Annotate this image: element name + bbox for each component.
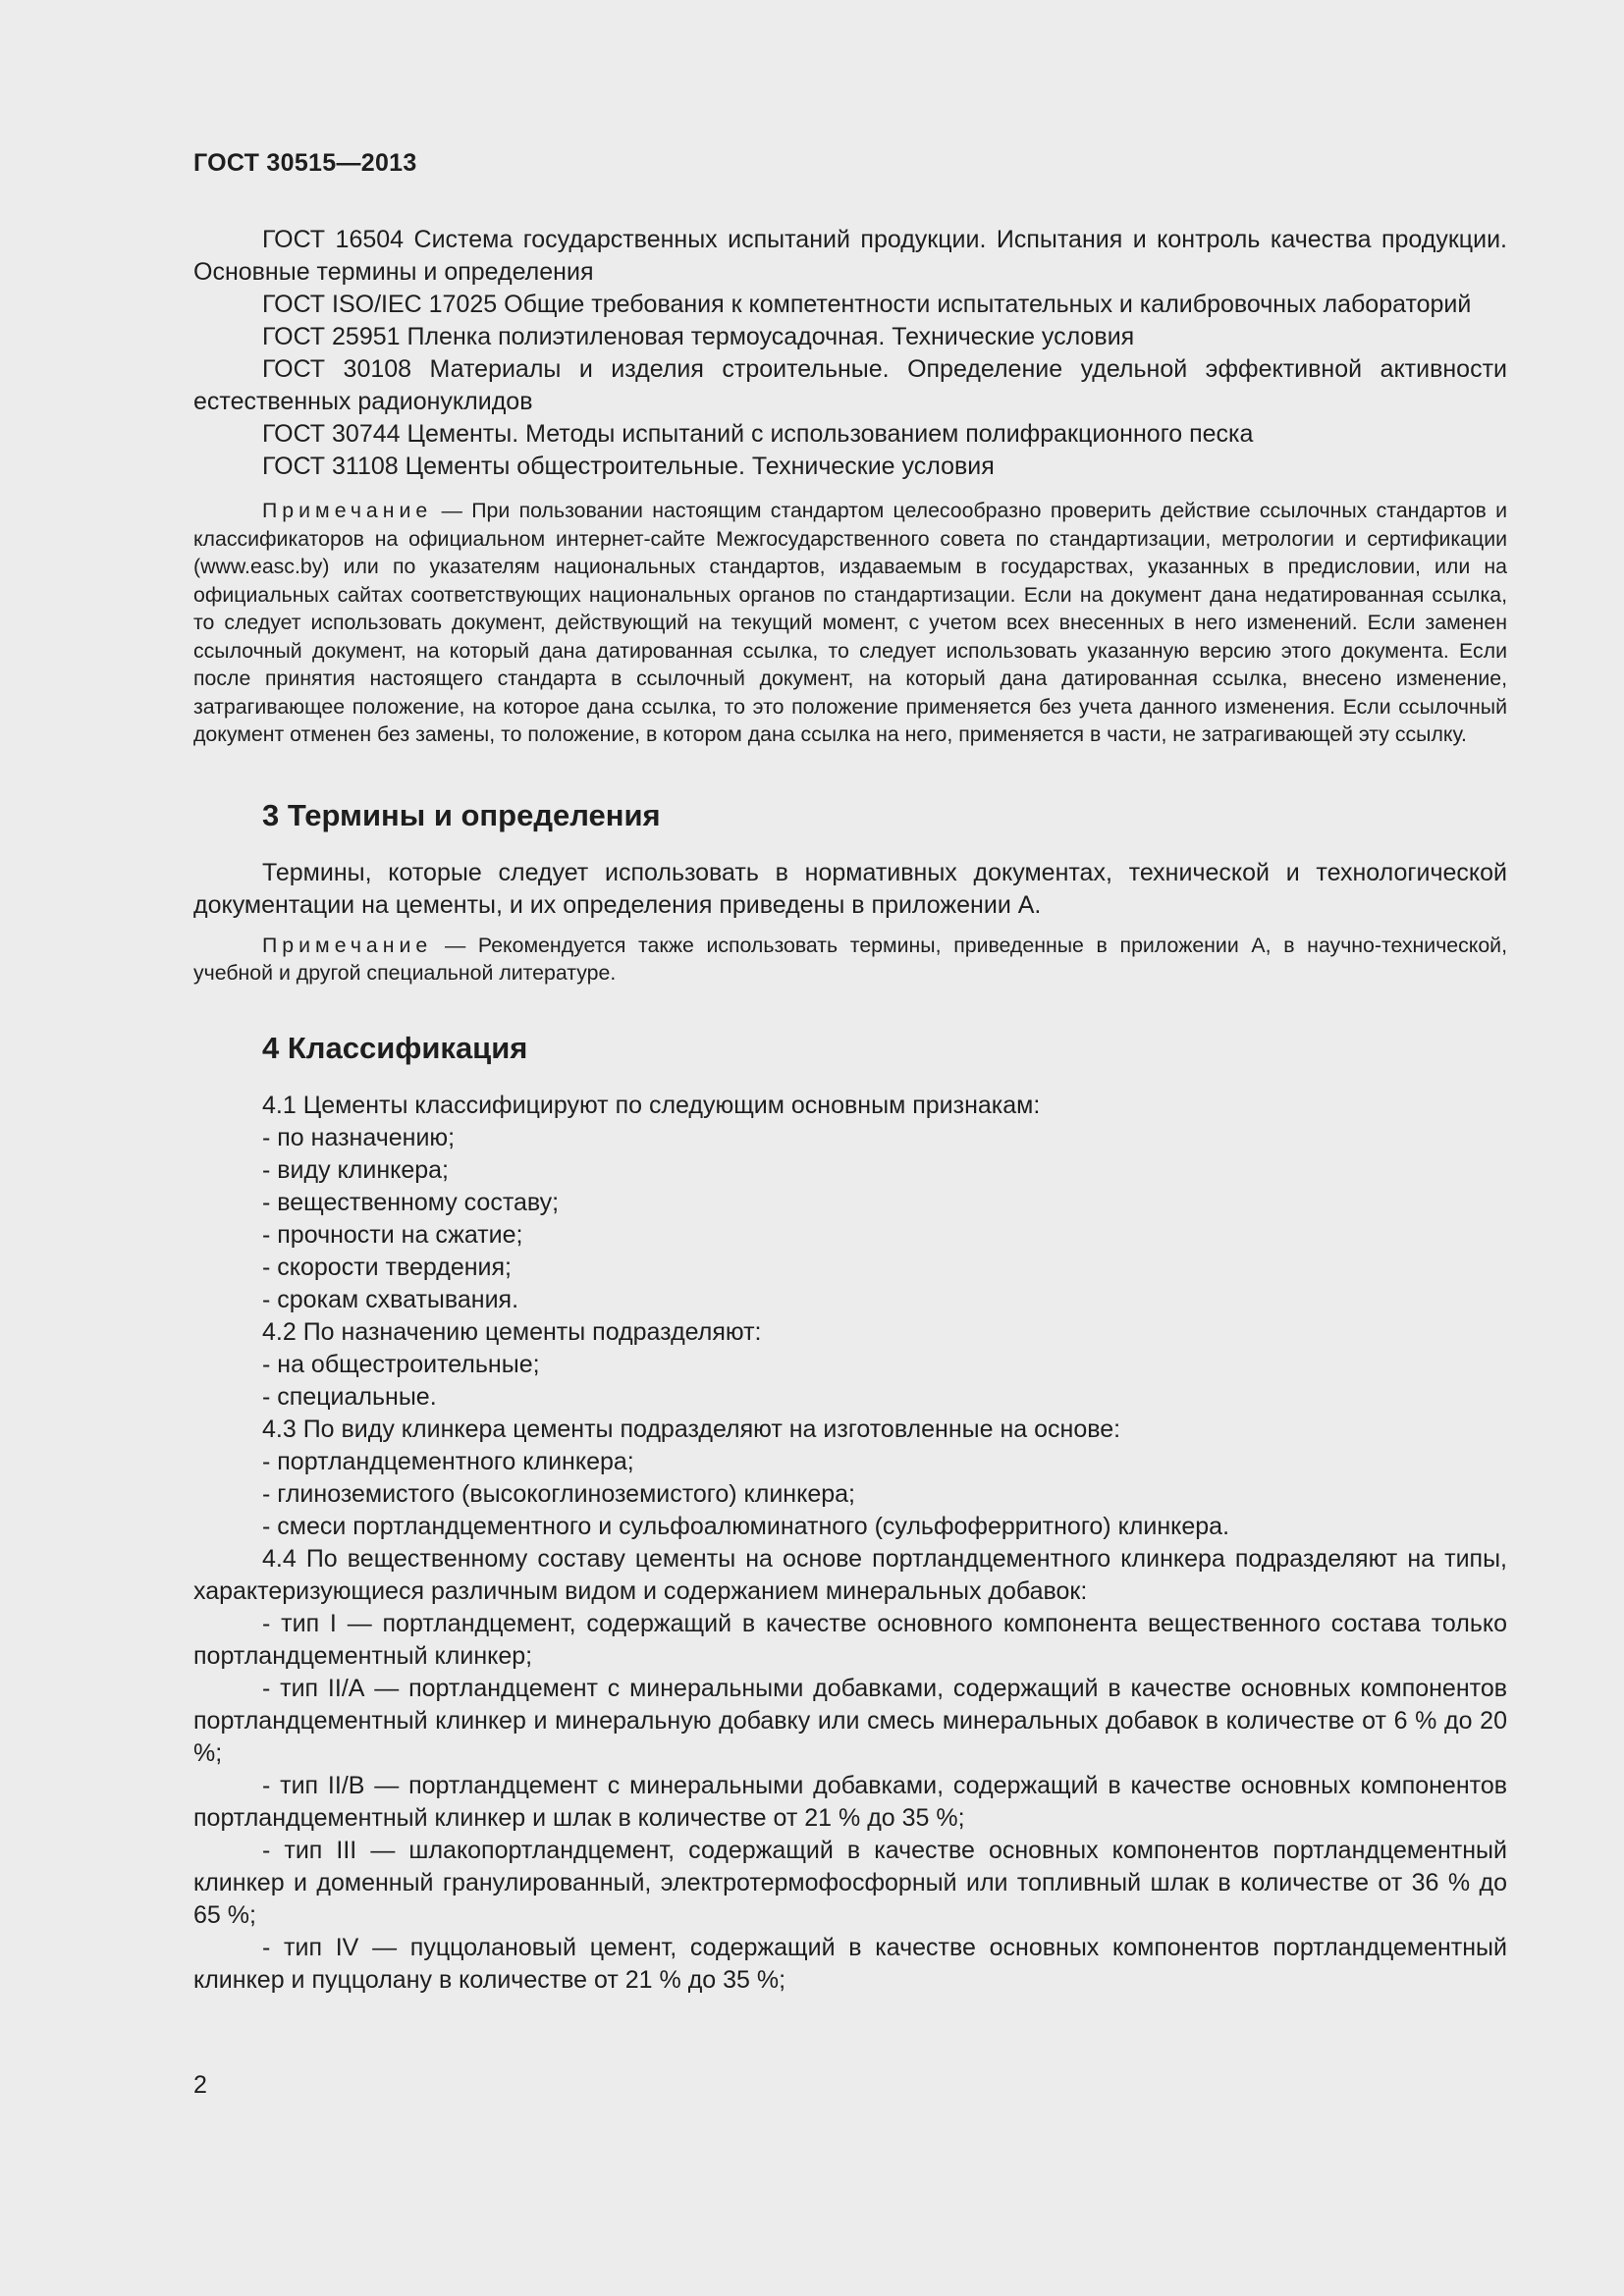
classification-line: - скорости твердения; (262, 1253, 512, 1281)
page-content (193, 224, 1507, 1997)
document-code-header: ГОСТ 30515—2013 (193, 149, 417, 177)
note-text: — Рекомендуется также использовать термины, приведенные в приложении А, в научно-технической, учебной и другой специальной литературе. (193, 933, 1507, 985)
classification-line: - на общестроительные; (262, 1350, 540, 1378)
note-label: Примечание (262, 933, 433, 957)
classification-line: - тип II/А — портландцемент с минеральными добавками, содержащий в качестве основных компонентов портландцементный клинкер и минеральную добавку или смесь минеральных добавок в количестве от 6 % до 20 %; (193, 1674, 1507, 1767)
classification-line: 4.2 По назначению цементы подразделяют: (262, 1317, 762, 1346)
reference-item: ГОСТ 31108 Цементы общестроительные. Технические условия (262, 453, 995, 480)
references-list (193, 224, 1507, 483)
section-4-body (193, 1090, 1507, 1997)
reference-item: ГОСТ 30108 Материалы и изделия строительные. Определение удельной эффективной активности естественных радионуклидов (193, 355, 1507, 415)
reference-item: ГОСТ 30744 Цементы. Методы испытаний с использованием полифракционного песка (262, 420, 1254, 448)
section-4-heading: 4 Классификация (262, 1030, 528, 1065)
section-3-heading: 3 Термины и определения (262, 797, 661, 832)
classification-line: 4.4 По вещественному составу цементы на основе портландцементного клинкера подразделяют на типы, характеризующиеся различным видом и содержанием минеральных добавок: (193, 1544, 1507, 1605)
classification-line: - портландцементного клинкера; (262, 1447, 634, 1475)
reference-item: ГОСТ 25951 Пленка полиэтиленовая термоусадочная. Технические условия (262, 323, 1135, 350)
classification-line: 4.1 Цементы классифицируют по следующим основным признакам: (262, 1091, 1041, 1119)
classification-line: - тип IV — пуццолановый цемент, содержащий в качестве основных компонентов портландцементный клинкер и пуццолану в количестве от 21 % до 35 %; (193, 1933, 1507, 1994)
classification-line: 4.3 По виду клинкера цементы подразделяют на изготовленные на основе: (262, 1415, 1121, 1443)
classification-line: - глиноземистого (высокоглиноземистого) клинкера; (262, 1479, 855, 1508)
classification-line: - специальные. (262, 1382, 437, 1411)
reference-item: ГОСТ ISO/IEC 17025 Общие требования к компетентности испытательных и калибровочных лабораторий (262, 291, 1472, 318)
classification-line: - тип II/В — портландцемент с минеральными добавками, содержащий в качестве основных компонентов портландцементный клинкер и шлак в количестве от 21 % до 35 %; (193, 1771, 1507, 1832)
references-note (193, 497, 1507, 749)
note-text: — При пользовании настоящим стандартом целесообразно проверить действие ссылочных стандартов и классификаторов на официальном интернет-сайте Межгосударственного совета по стандартизации, метрологии и сертификации (www.easc.by) или по указателям национальных стандартов, издаваемым в государствах, указанных в предисловии, или на официальных сайтах соответствующих национальных органов по стандартизации. Если на документ дана недатированная ссылка, то следует использовать документ, действующий на текущий момент, с учетом всех внесенных в него изменений. Если заменен ссылочный документ, на который дана датированная ссылка, то следует использовать указанную версию этого документа. Если после принятия настоящего стандарта в ссылочный документ, на который дана датированная ссылка, внесено изменение, затрагивающее положение, на которое дана ссылка, то это положение применяется без учета данного изменения. Если ссылочный документ отменен без замены, то положение, в котором дана ссылка на него, применяется в части, не затрагивающей эту ссылку. (193, 499, 1507, 746)
classification-line: - вещественному составу; (262, 1188, 560, 1216)
classification-line: - прочности на сжатие; (262, 1220, 523, 1249)
classification-line: - по назначению; (262, 1123, 456, 1151)
classification-line: - тип III — шлакопортландцемент, содержащий в качестве основных компонентов портландцементный клинкер и доменный гранулированный, электротермофосфорный или топливный шлак в количестве от 36 % до 65 %; (193, 1836, 1507, 1929)
page-number: 2 (193, 2071, 207, 2099)
section-3-paragraph: Термины, которые следует использовать в нормативных документах, технической и технологической документации на цементы, и их определения приведены в приложении А. (193, 858, 1507, 919)
classification-line: - срокам схватывания. (262, 1285, 519, 1313)
classification-line: - виду клинкера; (262, 1155, 450, 1184)
reference-item: ГОСТ 16504 Система государственных испытаний продукции. Испытания и контроль качества продукции. Основные термины и определения (193, 226, 1507, 286)
classification-line: - тип I — портландцемент, содержащий в качестве основного компонента вещественного состава только портландцементный клинкер; (193, 1609, 1507, 1670)
section-3-note (193, 932, 1507, 988)
classification-line: - смеси портландцементного и сульфоалюминатного (сульфоферритного) клинкера. (262, 1512, 1230, 1540)
note-label: Примечание (262, 499, 433, 522)
